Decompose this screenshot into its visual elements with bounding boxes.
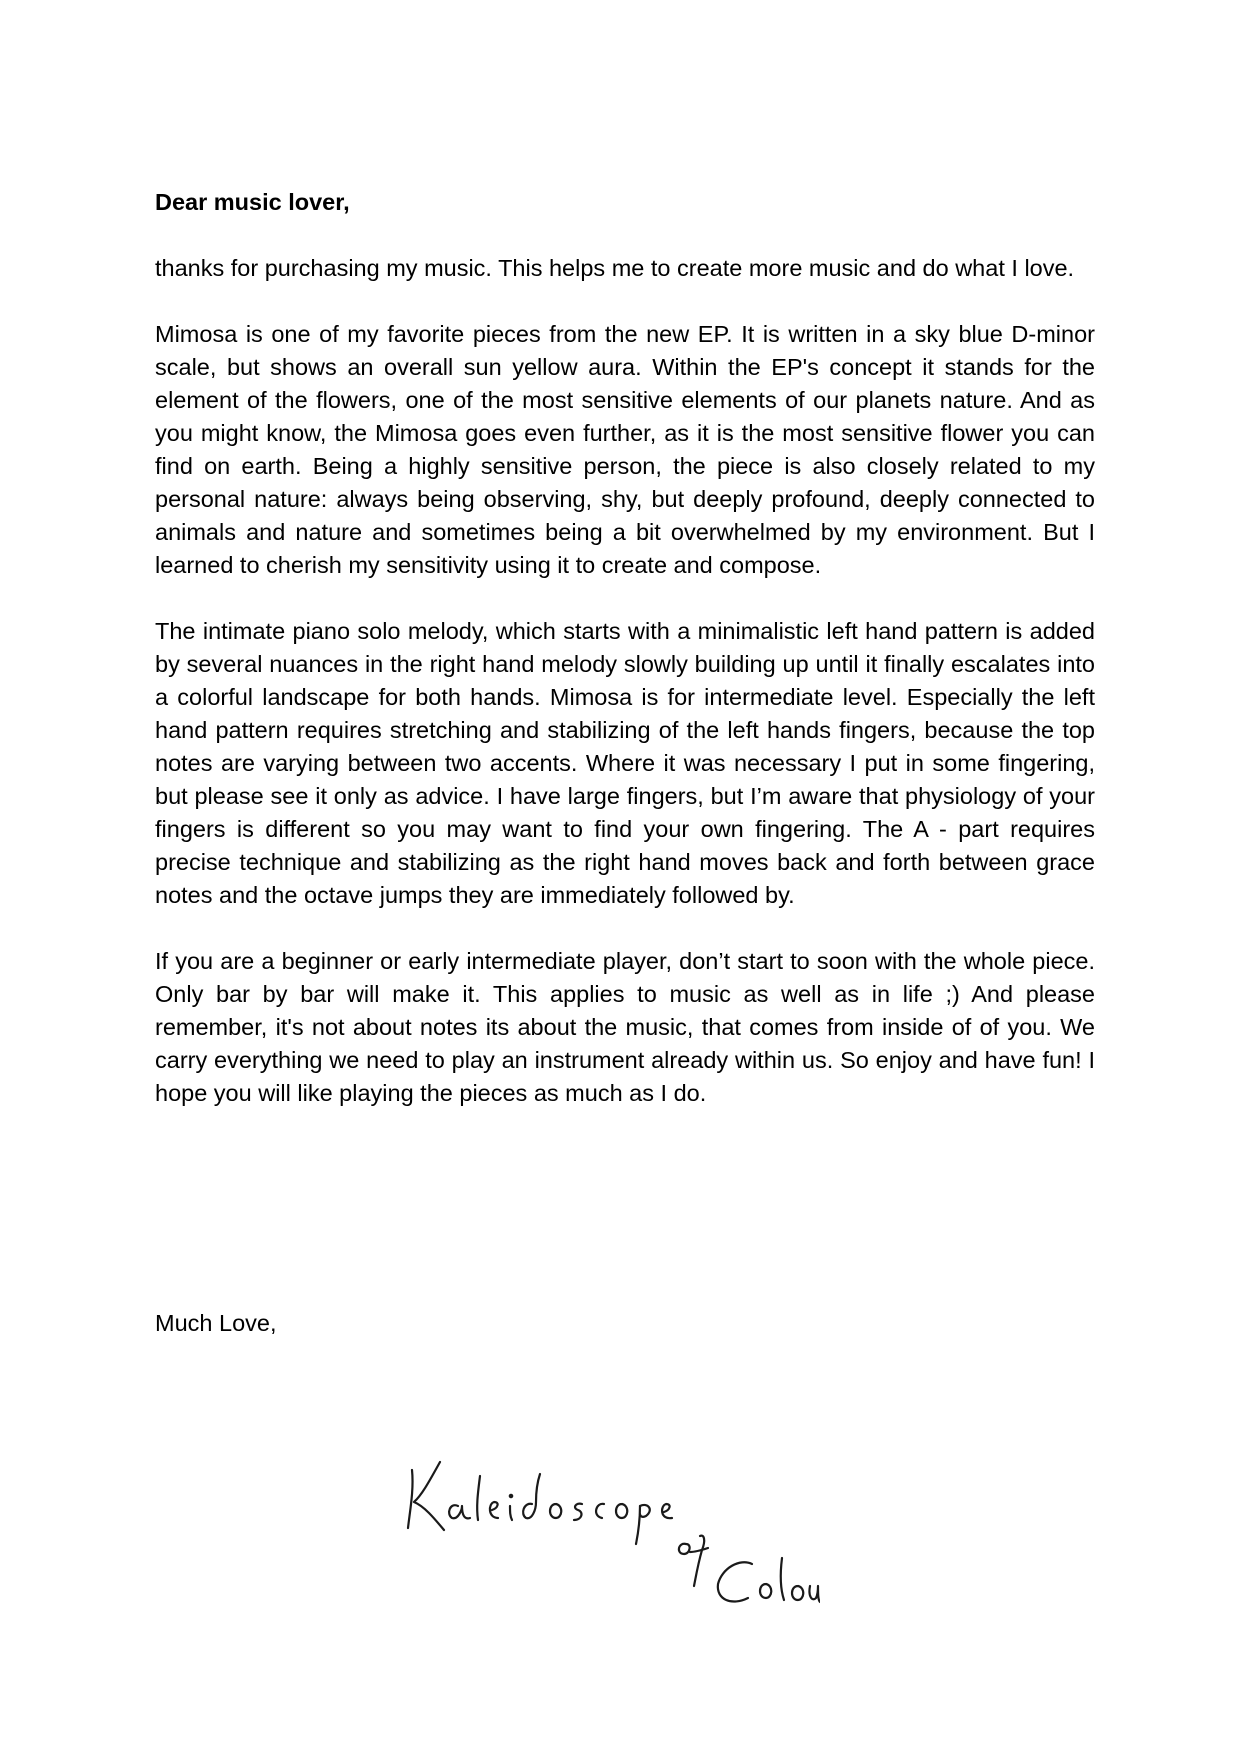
salutation: Dear music lover,: [155, 189, 350, 215]
signature-drawing: [400, 1440, 820, 1620]
closing: Much Love,: [155, 1310, 277, 1336]
paragraph-intro: thanks for purchasing my music. This helps me to create more music and do what I love.: [155, 255, 1075, 281]
paragraph-technique: The intimate piano solo melody, which starts with a minimalistic left hand pattern is added by several nuances in the right hand melody slowly building up until it finally escalates into a colorful landscape for both hands. Mimosa is for intermediate level. Especially the left hand pattern requires stretching and stabilizing of the left hands fingers, because the top notes are varying between two accents. Where it was necessary I put in some fingering, but please see it only as advice. I have large fingers, but I’m aware that physiology of your fingers is different so you may want to find your own fingering. The A - part requires precise technique and stabilizing as the right hand moves back and forth between grace notes and the octave jumps they are immediately followed by.: [155, 618, 1095, 908]
paragraph-mimosa: Mimosa is one of my favorite pieces from the new EP. It is written in a sky blue D-minor scale, but shows an overall sun yellow aura. Within the EP's concept it stands for the element of the flowers, one of the most sensitive elements of our planets nature. And as you might know, the Mimosa goes even further, as it is the most sensitive flower you can find on earth. Being a highly sensitive person, the piece is also closely related to my personal nature: always being observing, shy, but deeply profound, deeply connected to animals and nature and sometimes being a bit overwhelmed by my environment. But I learned to cherish my sensitivity using it to create and compose.: [155, 321, 1095, 578]
handwritten-signature: [400, 1440, 820, 1620]
letter-body: [155, 186, 1095, 1143]
paragraph-advice: If you are a beginner or early intermediate player, don’t start to soon with the whole piece. Only bar by bar will make it. This applies to music as well as in life ;) And please remember, it's not about notes its about the music, that comes from inside of of you. We carry everything we need to play an instrument already within us. So enjoy and have fun! I hope you will like playing the pieces as much as I do.: [155, 948, 1095, 1106]
